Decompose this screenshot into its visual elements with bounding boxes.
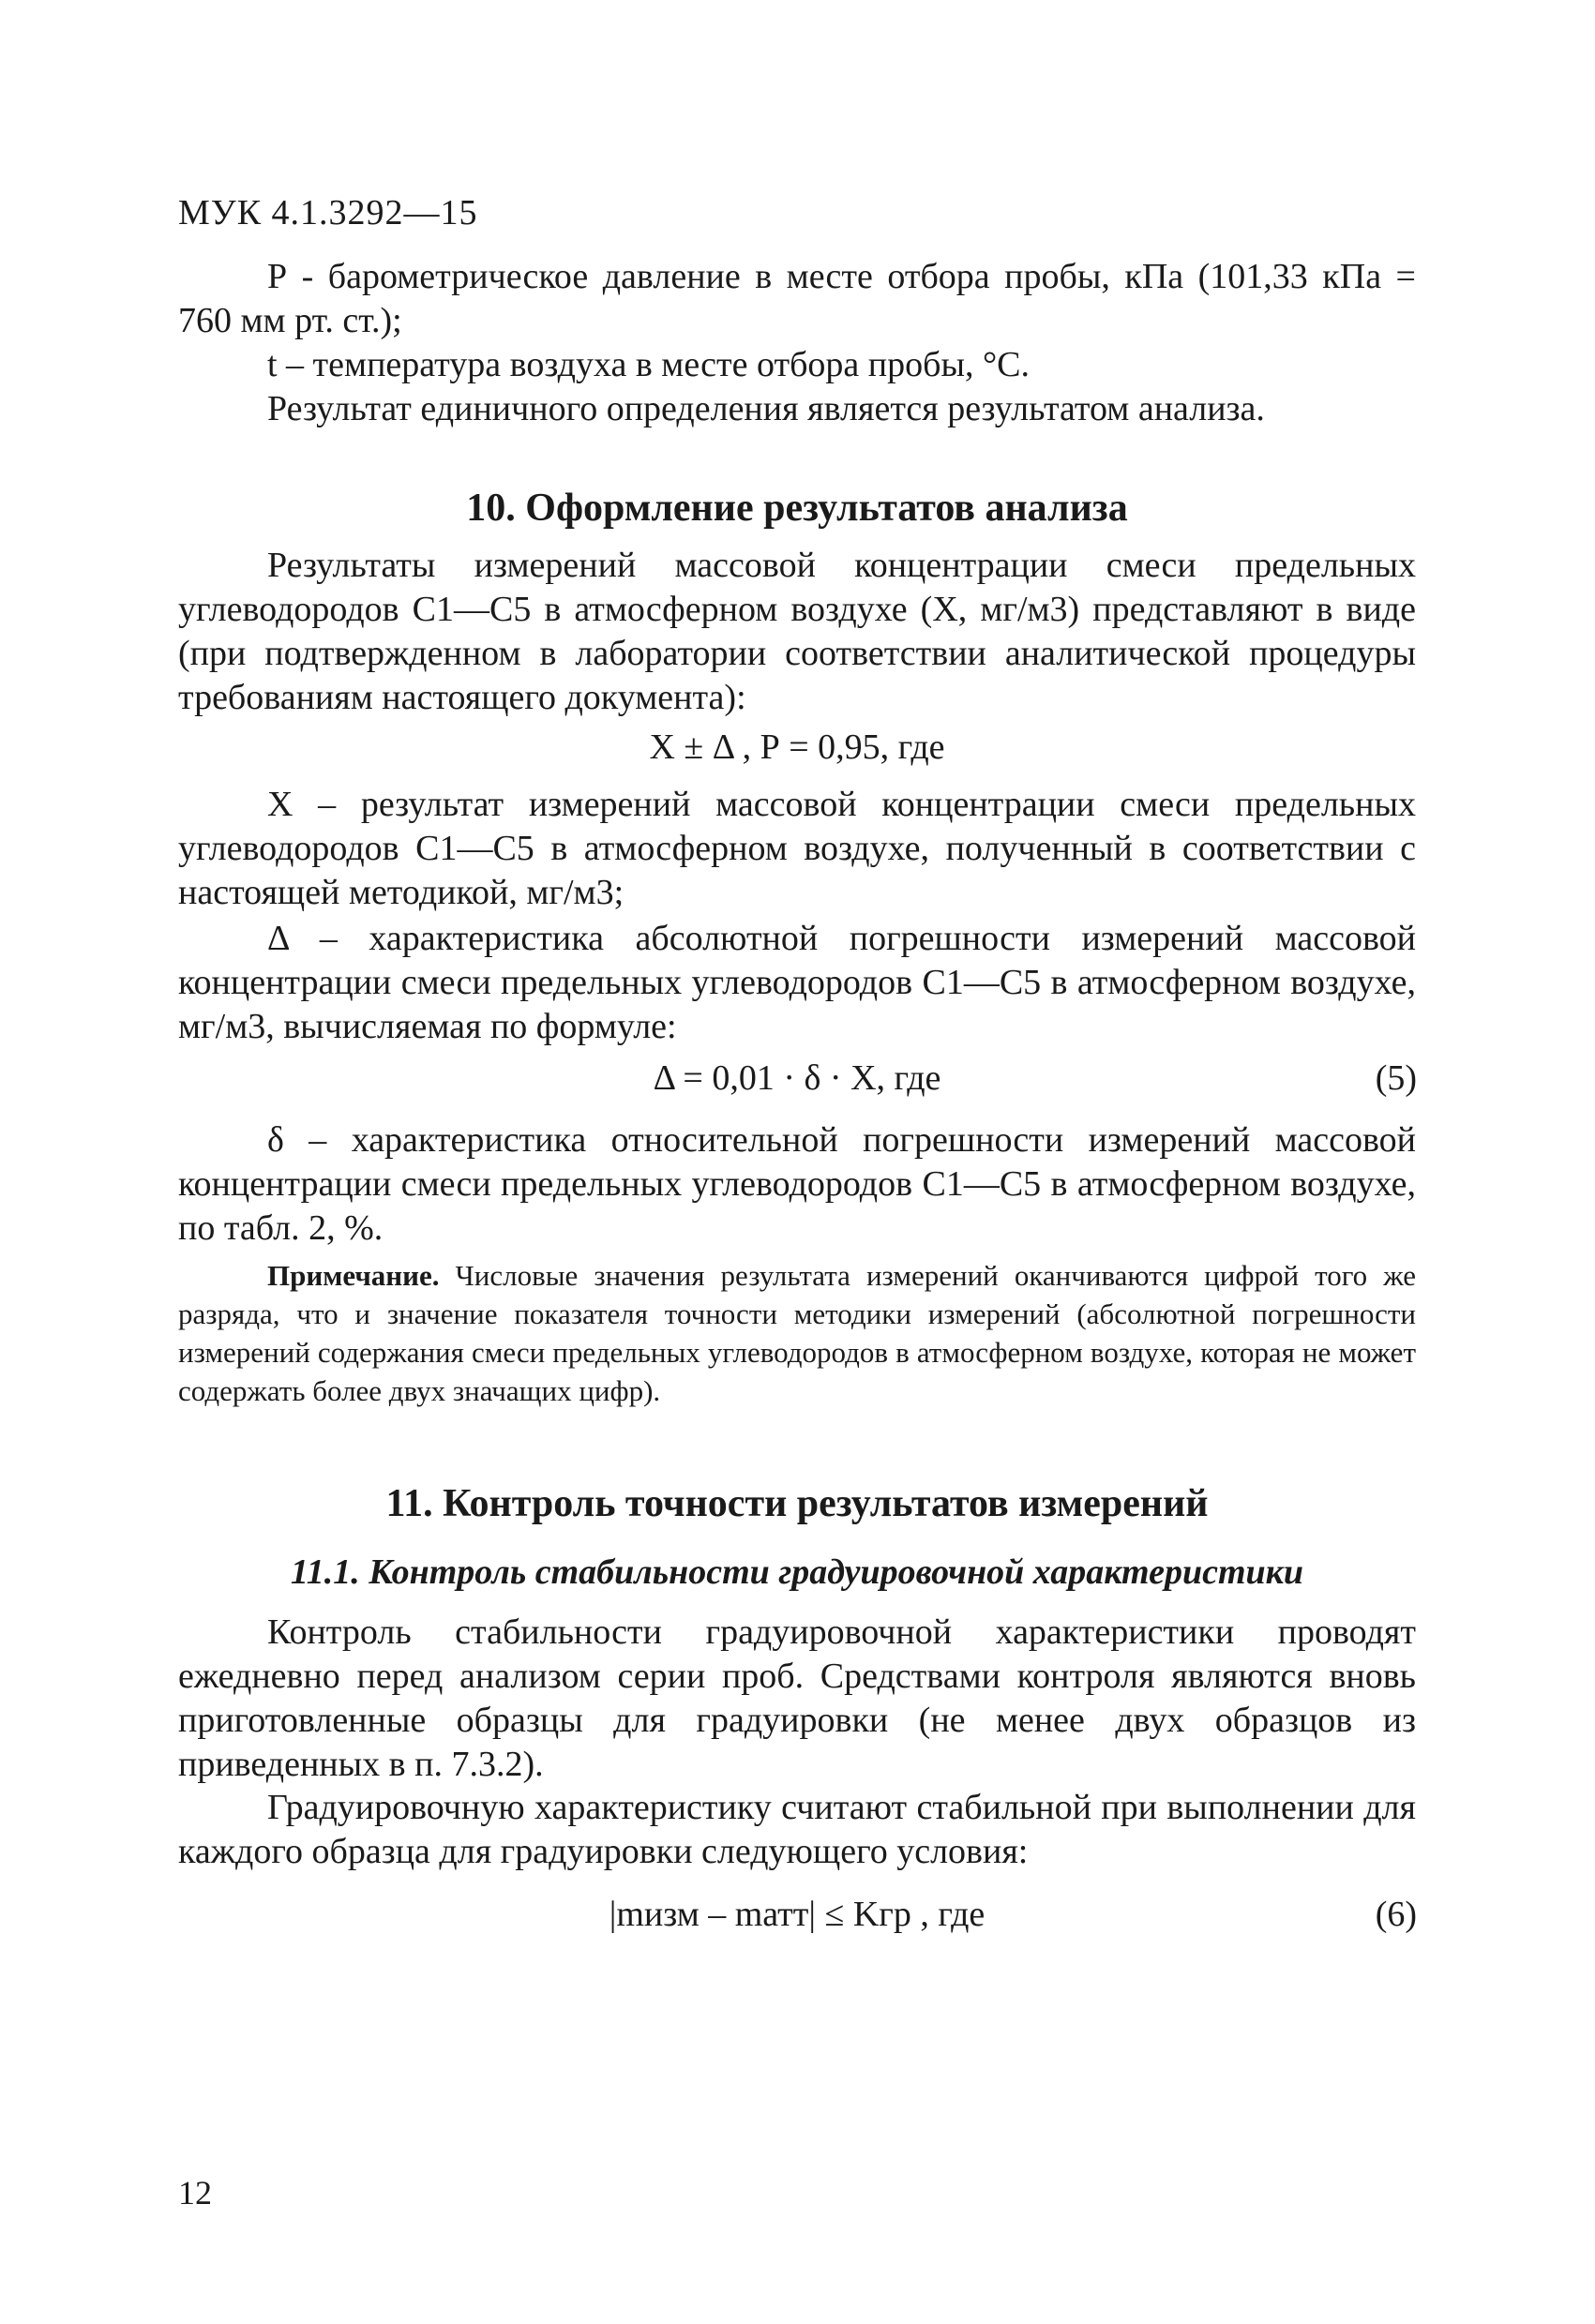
formula-6: |mизм – mатт| ≤ Kгр , где — [609, 1895, 986, 1934]
sigma-definition: δ – характеристика относительной погрешности измерений массовой концентрации смеси предельных углеводородов С1—С5 в атмосферном воздухе, по табл. 2, %. — [178, 1120, 1416, 1248]
p-definition: Р - барометрическое давление в месте отбора пробы, кПа (101,33 кПа = 760 мм рт. ст.); — [178, 257, 1416, 340]
document-code: МУК 4.1.3292—15 — [178, 193, 478, 232]
t-definition: t – температура воздуха в месте отбора пробы, °С. — [267, 345, 1031, 384]
note — [178, 1256, 1416, 1410]
formula-5: Δ = 0,01 · δ · Х, где — [653, 1058, 941, 1098]
section-10-title: 10. Оформление результатов анализа — [466, 487, 1128, 530]
section-11-1-subtitle: 11.1. Контроль стабильности градуировочной характеристики — [290, 1552, 1304, 1592]
section-11-paragraph-1: Контроль стабильности градуировочной характеристики проводят ежедневно перед анализом серии проб. Средствами контроля являются вновь приготовленные образцы для градуировки (не менее двух образцов из приведенных в п. 7.3.2). — [178, 1612, 1416, 1784]
delta-definition: Δ – характеристика абсолютной погрешности измерений массовой концентрации смеси предельных углеводородов С1—С5 в атмосферном воздухе, мг/м3, вычисляемая по формуле: — [178, 919, 1416, 1046]
x-definition: Х – результат измерений массовой концентрации смеси предельных углеводородов С1—С5 в атмосферном воздухе, полученный в соответствии с настоящей методикой, мг/м3; — [178, 785, 1416, 912]
section-11-paragraph-2: Градуировочную характеристику считают стабильной при выполнении для каждого образца для градуировки следующего условия: — [178, 1788, 1416, 1871]
section-11-title: 11. Контроль точности результатов измерений — [385, 1482, 1209, 1525]
note-label: Примечание. — [267, 1259, 440, 1292]
formula-6-number: (6) — [1375, 1895, 1417, 1934]
result-line: Результат единичного определения является результатом анализа. — [267, 389, 1265, 428]
formula-x-delta: Х ± Δ , Р = 0,95, где — [649, 727, 945, 767]
intro-block — [178, 255, 1416, 431]
page-number: 12 — [178, 2174, 212, 2212]
section-10-paragraph: Результаты измерений массовой концентрации смеси предельных углеводородов С1—С5 в атмосферном воздухе (Х, мг/м3) представляют в виде (при подтвержденном в лаборатории соответствии аналитической процедуры требованиям настоящего документа): — [178, 546, 1416, 717]
formula-5-number: (5) — [1375, 1058, 1417, 1098]
note-text: Числовые значения результата измерений оканчиваются цифрой того же разряда, что и значение показателя точности методики измерений (абсолютной погрешности измерений содержания смеси предельных углеводородов в атмосферном воздухе, которая не может содержать более двух значащих цифр). — [178, 1259, 1417, 1407]
